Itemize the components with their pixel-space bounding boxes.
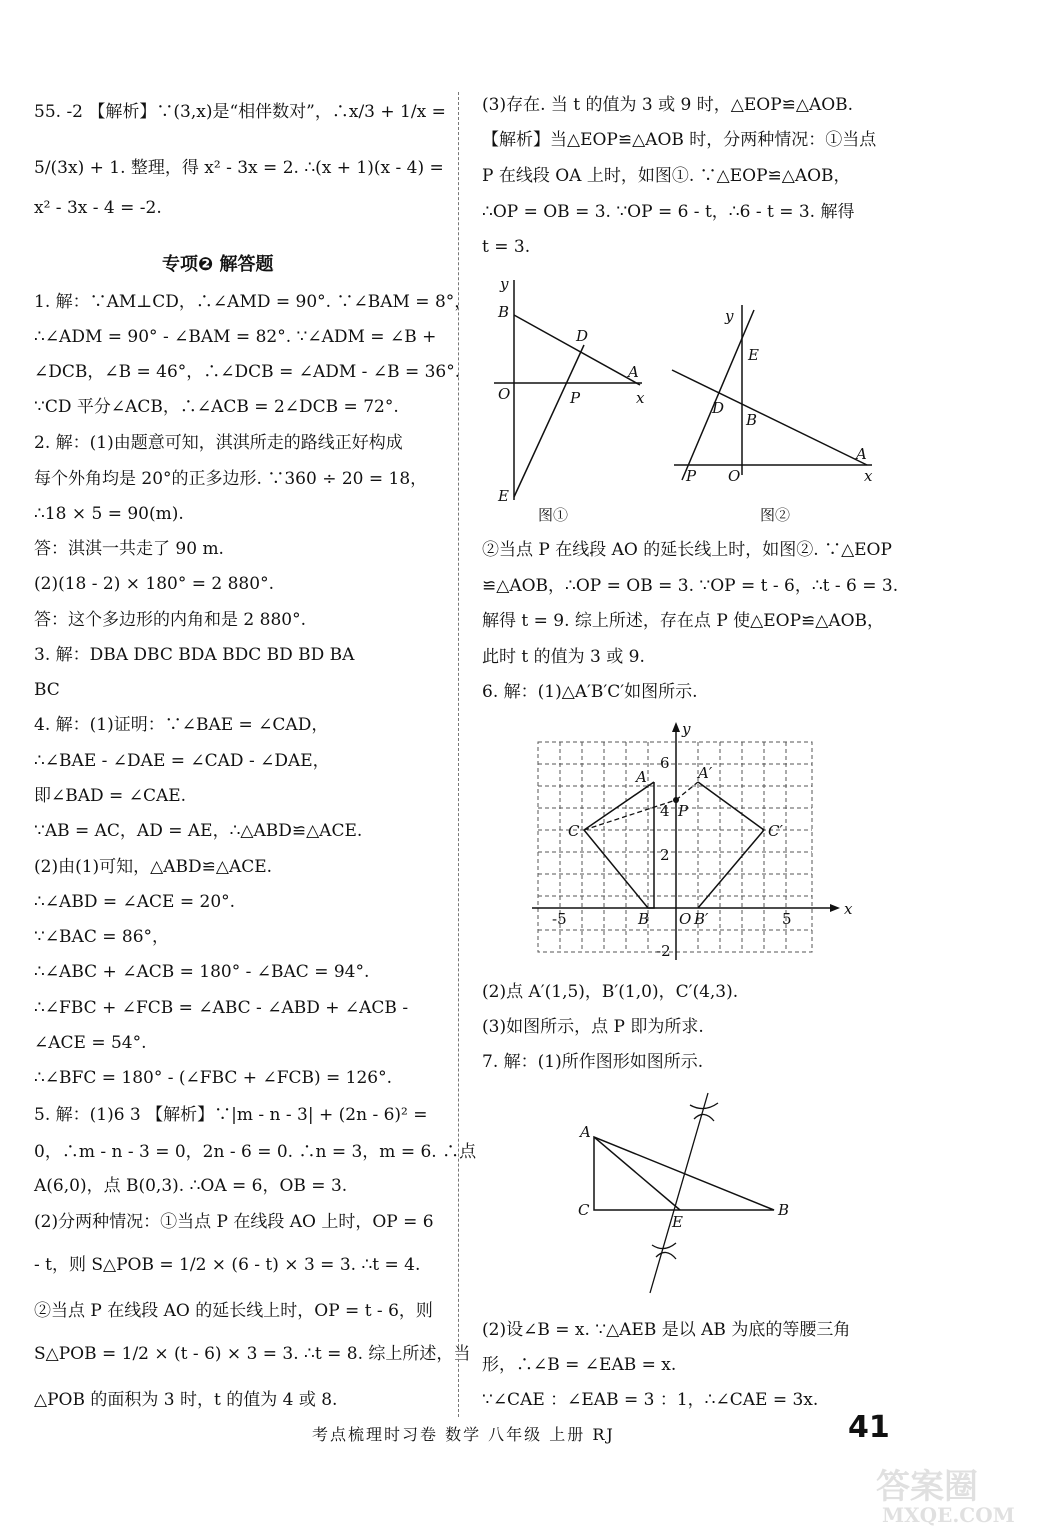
text-line: ∴∠BFC = 180° - (∠FBC + ∠FCB) = 126°. [34, 1068, 393, 1088]
fig2-label-B: B [746, 411, 758, 429]
fig7-label-A: A [580, 1123, 591, 1141]
text-line: 每个外角均是 20°的正多边形. ∵360 ÷ 20 = 18， [34, 469, 428, 489]
text-line: P 在线段 OA 上时，如图①. ∵△EOP≌△AOB， [482, 166, 851, 186]
grid-label-C1: C′ [768, 822, 783, 840]
text-line: 55. -2 【解析】∵(3,x)是“相伴数对”，∴x/3 + 1/x = [34, 102, 446, 122]
fig1-label-x: x [636, 389, 645, 407]
fig1-label-P: P [570, 389, 581, 407]
text-line: ②当点 P 在线段 AO 的延长线上时，OP = t - 6，则 [34, 1301, 433, 1321]
figure-7 [572, 1085, 812, 1300]
fig2-label-y: y [725, 307, 734, 325]
text-line: 6. 解：(1)△A′B′C′如图所示. [482, 682, 698, 702]
text-line: ∴∠ABD = ∠ACE = 20°. [34, 892, 236, 912]
fig2-label-A: A [856, 445, 867, 463]
fig2-label-P: P [686, 467, 697, 485]
text-line: ∴∠ABC + ∠ACB = 180° - ∠BAC = 94°. [34, 962, 370, 982]
fig7-label-E: E [672, 1213, 683, 1231]
text-line: x² - 3x - 4 = -2. [34, 198, 162, 218]
grid-label-C: C [568, 822, 580, 840]
text-line: 答：淇淇一共走了 90 m. [34, 539, 224, 559]
figure-1-2 [492, 275, 892, 525]
text-line: S△POB = 1/2 × (t - 6) × 3 = 3. ∴t = 8. 综上所述，当 [34, 1344, 471, 1364]
text-line: ∠ACE = 54°. [34, 1033, 147, 1053]
text-line: t = 3. [482, 237, 531, 257]
text-line: A(6,0)，点 B(0,3). ∴OA = 6，OB = 3. [34, 1176, 348, 1196]
fig7-label-C: C [578, 1201, 590, 1219]
text-line: ∴18 × 5 = 90(m). [34, 504, 184, 524]
fig2-label-D: D [712, 399, 725, 417]
text-line: 形，∴∠B = ∠EAB = x. [482, 1355, 677, 1375]
fig7-label-B: B [778, 1201, 790, 1219]
text-line: 3. 解：DBA DBC BDA BDC BD BD BA [34, 645, 355, 665]
text-line: BC [34, 680, 60, 700]
page-number: 41 [848, 1410, 890, 1445]
figure-1 [494, 275, 645, 505]
grid-label-y: y [682, 720, 691, 738]
grid-label-x: x [844, 900, 853, 918]
fig1-label-D: D [576, 327, 589, 345]
fig1-label-B: B [498, 303, 510, 321]
grid-tick-minus2: -2 [656, 942, 671, 960]
text-line: ∵CD 平分∠ACB，∴∠ACB = 2∠DCB = 72°. [34, 397, 399, 417]
text-line: ②当点 P 在线段 AO 的延长线上时，如图②. ∵△EOP [482, 540, 892, 560]
text-line: (3)存在. 当 t 的值为 3 或 9 时，△EOP≌△AOB. [482, 95, 854, 115]
section-heading: 专项❷ 解答题 [162, 254, 274, 275]
coordinate-grid-figure [522, 720, 862, 965]
fig2-label-E: E [748, 346, 759, 364]
fig1-caption: 图① [538, 506, 569, 524]
fig2-caption: 图② [760, 506, 791, 524]
grid-label-B: B [638, 910, 650, 928]
grid-label-A: A [636, 768, 647, 786]
text-line: 4. 解：(1)证明：∵∠BAE = ∠CAD， [34, 715, 329, 735]
grid-label-O: O [679, 910, 692, 928]
text-line: △POB 的面积为 3 时，t 的值为 4 或 8. [34, 1390, 338, 1410]
text-line: 1. 解：∵AM⊥CD，∴∠AMD = 90°. ∵∠BAM = 8°， [34, 292, 472, 312]
watermark-logo [872, 1458, 1032, 1528]
text-line: 5/(3x) + 1. 整理，得 x² - 3x = 2. ∴(x + 1)(x - 4) = [34, 158, 444, 178]
text-line: 5. 解：(1)6 3 【解析】∵|m - n - 3| + (2n - 6)² = [34, 1105, 428, 1125]
text-line: (2)分两种情况：①当点 P 在线段 AO 上时，OP = 6 [34, 1212, 434, 1232]
text-line: ∵AB = AC，AD = AE，∴△ABD≌△ACE. [34, 821, 363, 841]
fig1-label-y: y [500, 275, 509, 293]
text-line: 2. 解：(1)由题意可知，淇淇所走的路线正好构成 [34, 433, 403, 453]
grid-tick-6: 6 [660, 754, 670, 772]
text-line: 7. 解：(1)所作图形如图所示. [482, 1052, 704, 1072]
fig2-label-x: x [864, 467, 873, 485]
grid-tick-4: 4 [660, 802, 670, 820]
footer: 考点梳理时习卷 数学 八年级 上册 RJ [312, 1425, 615, 1444]
text-line: (2)设∠B = x. ∵△AEB 是以 AB 为底的等腰三角 [482, 1320, 851, 1340]
text-line: 此时 t 的值为 3 或 9. [482, 647, 645, 667]
fig1-label-A: A [628, 363, 639, 381]
text-line: ∴OP = OB = 3. ∵OP = 6 - t，∴6 - t = 3. 解得 [482, 202, 855, 222]
text-line: (2)由(1)可知，△ABD≌△ACE. [34, 857, 273, 877]
fig2-label-O: O [728, 467, 741, 485]
text-line: (2)点 A′(1,5)，B′(1,0)，C′(4,3). [482, 982, 739, 1002]
svg-text:答案圈: 答案圈 [876, 1467, 978, 1507]
text-line: 【解析】当△EOP≌△AOB 时，分两种情况：①当点 [482, 130, 877, 150]
grid-label-B1: B′ [694, 910, 709, 928]
grid-label-A1: A′ [698, 764, 713, 782]
text-line: ∵∠CAE ：∠EAB = 3 ：1，∴∠CAE = 3x. [482, 1390, 819, 1410]
text-line: ∠DCB，∠B = 46°，∴∠DCB = ∠ADM - ∠B = 36°. [34, 362, 461, 382]
text-line: ≌△AOB，∴OP = OB = 3. ∵OP = t - 6，∴t - 6 = 3. [482, 576, 899, 596]
grid-tick-minus5: -5 [552, 910, 567, 928]
text-line: ∴∠ADM = 90° - ∠BAM = 82°. ∵∠ADM = ∠B + [34, 327, 437, 347]
grid-tick-2: 2 [660, 846, 670, 864]
figure-2 [672, 305, 873, 485]
text-line: - t，则 S△POB = 1/2 × (6 - t) × 3 = 3. ∴t = 4. [34, 1255, 421, 1275]
fig1-label-E: E [498, 487, 509, 505]
text-line: 答：这个多边形的内角和是 2 880°. [34, 610, 306, 630]
text-line: ∴∠BAE - ∠DAE = ∠CAD - ∠DAE， [34, 751, 330, 771]
svg-text:MXQE.COM: MXQE.COM [882, 1503, 1015, 1527]
fig1-label-O: O [498, 385, 511, 403]
text-line: ∴∠FBC + ∠FCB = ∠ABC - ∠ABD + ∠ACB - [34, 998, 409, 1018]
column-divider [458, 92, 459, 1417]
grid-tick-5: 5 [782, 910, 792, 928]
grid-label-P: P [678, 802, 689, 820]
text-line: 解得 t = 9. 综上所述，存在点 P 使△EOP≌△AOB， [482, 611, 885, 631]
text-line: (2)(18 - 2) × 180° = 2 880°. [34, 574, 274, 594]
text-line: (3)如图所示，点 P 即为所求. [482, 1017, 704, 1037]
text-line: ∵∠BAC = 86°， [34, 927, 170, 947]
text-line: 即∠BAD = ∠CAE. [34, 786, 187, 806]
text-line: 0，∴m - n - 3 = 0，2n - 6 = 0. ∴n = 3，m = 6. ∴点 [34, 1142, 477, 1162]
